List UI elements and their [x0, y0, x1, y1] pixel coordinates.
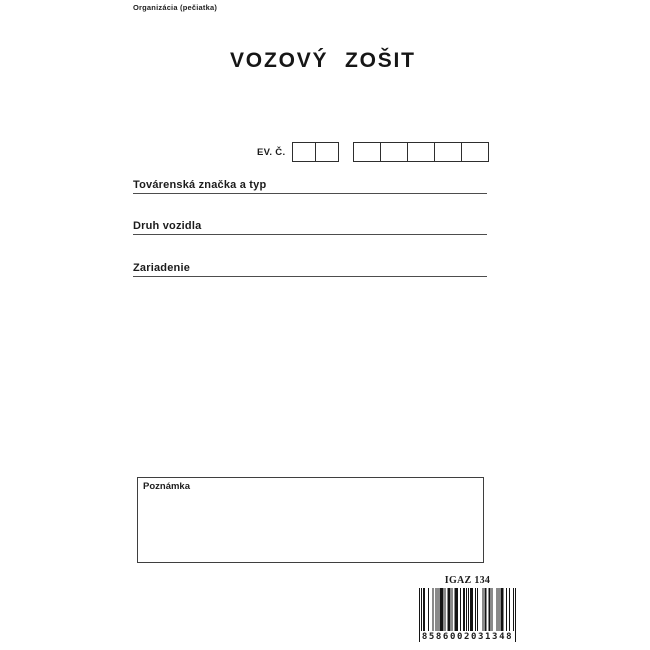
ev-number-cell — [353, 142, 381, 162]
organization-stamp-label: Organizácia (pečiatka) — [133, 3, 218, 12]
note-box — [137, 477, 484, 563]
field-row-equipment — [133, 262, 487, 277]
field-fill-line — [133, 193, 487, 194]
field-label-vehicle-kind: Druh vozidla — [133, 220, 202, 232]
ev-number-box-group-1 — [292, 142, 339, 162]
ev-number-box-group-2 — [353, 142, 489, 162]
ev-number-cell — [461, 142, 489, 162]
ev-number-label: EV. Č. — [257, 146, 286, 158]
field-label-equipment: Zariadenie — [133, 262, 191, 274]
ev-number-cell — [407, 142, 435, 162]
field-label-brand-type: Továrenská značka a typ — [133, 179, 267, 191]
note-box-label: Poznámka — [143, 481, 190, 492]
barcode-block — [419, 588, 516, 644]
field-fill-line — [133, 234, 487, 235]
ev-number-cell — [292, 142, 316, 162]
ev-number-row — [257, 142, 489, 162]
field-row-vehicle-kind — [133, 220, 487, 235]
ev-number-cell — [380, 142, 408, 162]
form-title: VOZOVÝ ZOŠIT — [230, 49, 416, 72]
barcode-number: 8586002031348 — [421, 632, 514, 642]
form-code-label: IGAZ 134 — [444, 575, 491, 586]
ev-number-cell — [315, 142, 339, 162]
ev-number-cell — [434, 142, 462, 162]
field-row-brand-type — [133, 179, 487, 194]
field-fill-line — [133, 276, 487, 277]
